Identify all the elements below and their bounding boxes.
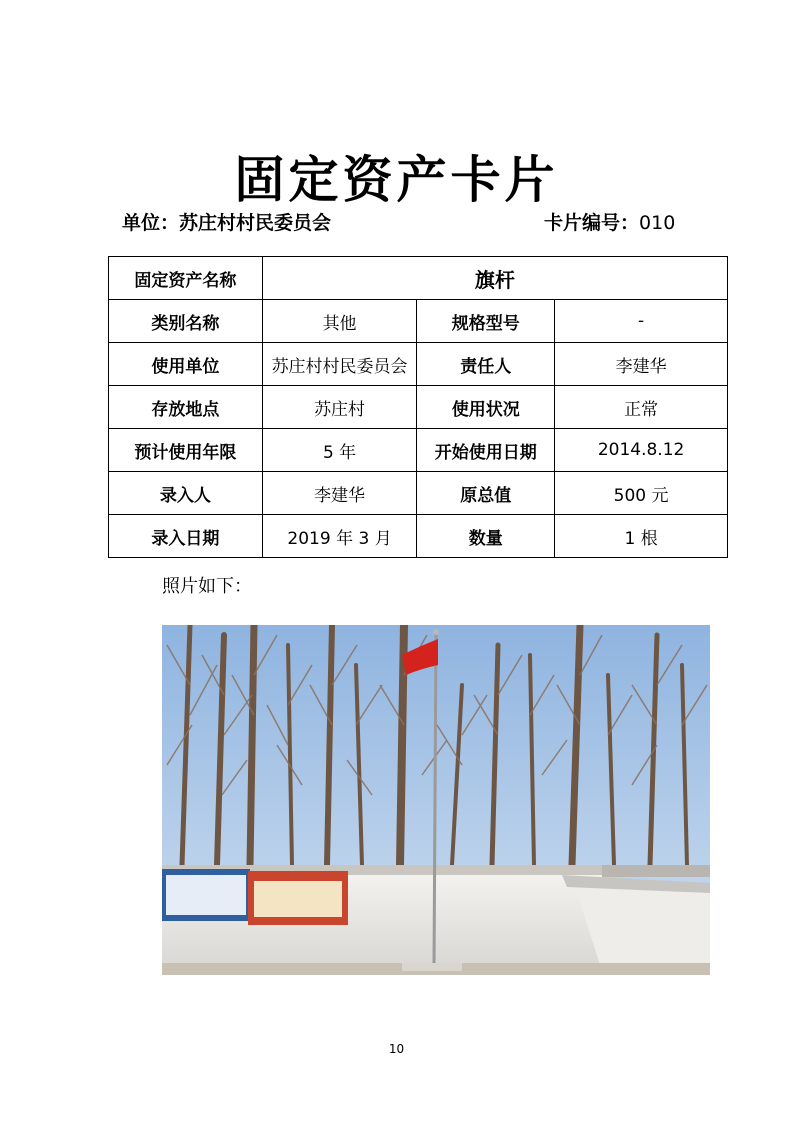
table-row xyxy=(109,429,728,472)
field-label: 使用状况 xyxy=(417,386,555,429)
field-label: 开始使用日期 xyxy=(417,429,555,472)
field-value: 李建华 xyxy=(262,472,417,515)
field-label: 录入日期 xyxy=(109,515,263,558)
table-row xyxy=(109,472,728,515)
card-number-label: 卡片编号： xyxy=(544,212,640,234)
table-row xyxy=(109,300,728,343)
field-label: 责任人 xyxy=(417,343,555,386)
photo-illustration xyxy=(162,625,710,975)
field-label: 预计使用年限 xyxy=(109,429,263,472)
field-value: 2019 年 3 月 xyxy=(262,515,417,558)
card-number-line xyxy=(544,208,675,235)
field-value: 正常 xyxy=(555,386,728,429)
field-value: 苏庄村 xyxy=(262,386,417,429)
unit-value: 苏庄村村民委员会 xyxy=(179,212,332,234)
card-number-value: 010 xyxy=(639,212,676,234)
field-value: 李建华 xyxy=(555,343,728,386)
table-row xyxy=(109,343,728,386)
table-row xyxy=(109,257,728,300)
field-label: 规格型号 xyxy=(417,300,555,343)
field-value: 1 根 xyxy=(555,515,728,558)
asset-name-label: 固定资产名称 xyxy=(109,257,263,300)
table-row xyxy=(109,515,728,558)
field-value: 苏庄村村民委员会 xyxy=(262,343,417,386)
photo-caption: 照片如下： xyxy=(162,576,252,597)
field-label: 录入人 xyxy=(109,472,263,515)
field-value: 2014.8.12 xyxy=(555,429,728,472)
field-value: 5 年 xyxy=(262,429,417,472)
page-number: 10 xyxy=(388,1042,405,1056)
page-title: 固定资产卡片 xyxy=(234,150,559,209)
table-row xyxy=(109,386,728,429)
asset-table xyxy=(108,256,728,558)
field-label: 数量 xyxy=(417,515,555,558)
unit-label: 单位： xyxy=(122,212,180,234)
field-label: 原总值 xyxy=(417,472,555,515)
field-value: 500 元 xyxy=(555,472,728,515)
field-label: 使用单位 xyxy=(109,343,263,386)
unit-line xyxy=(122,208,331,235)
field-label: 存放地点 xyxy=(109,386,263,429)
field-label: 类别名称 xyxy=(109,300,263,343)
asset-name-value: 旗杆 xyxy=(262,257,727,300)
field-value: - xyxy=(555,300,728,343)
field-value: 其他 xyxy=(262,300,417,343)
flagpole-photo xyxy=(162,625,710,975)
